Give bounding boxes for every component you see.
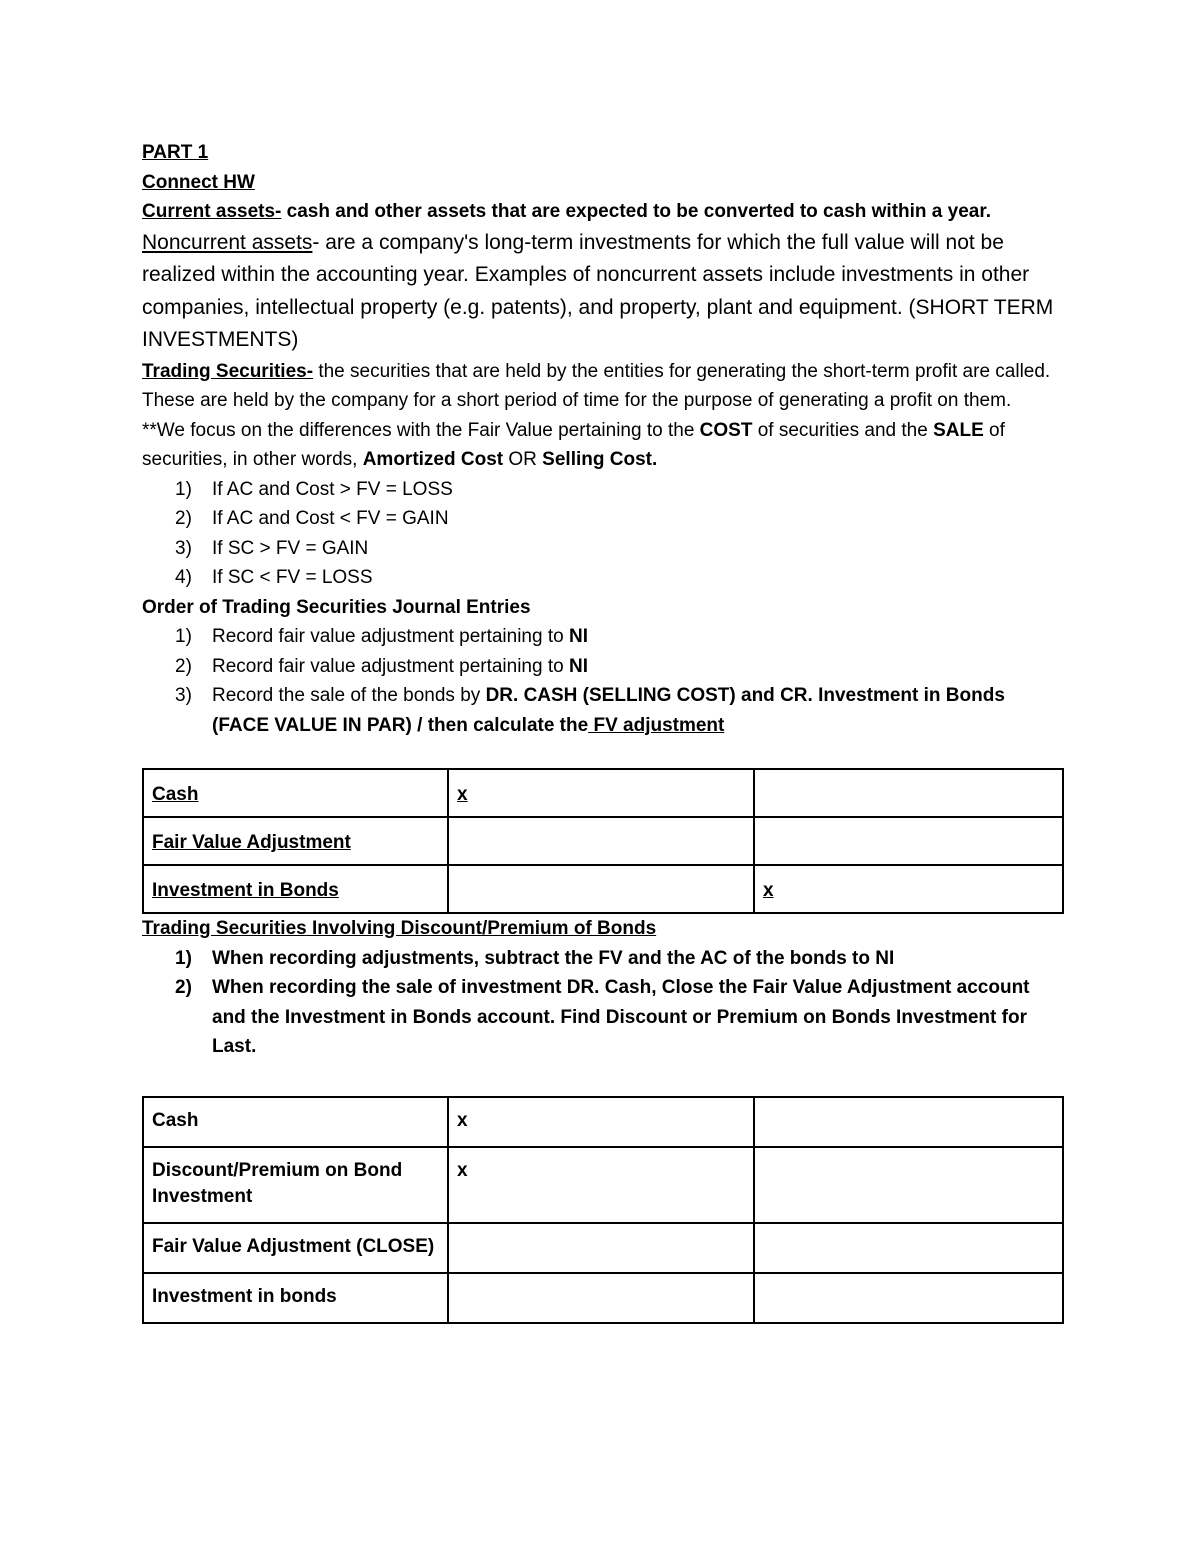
table-row [143,817,1063,865]
list-item [142,681,1062,740]
account-cell: Cash [143,1097,448,1147]
list-number: 2) [175,508,192,529]
list-number: 3) [175,685,192,706]
list-item [142,622,1062,652]
list-text: Record the sale of the bonds by [212,685,486,706]
list-bold-text: DR. CASH (SELLING COST) and CR. Investment in Bonds (FACE VALUE IN PAR) / then calculate the [212,685,1005,736]
list-number: 2) [175,655,192,677]
list-text: If SC > FV = GAIN [212,537,369,559]
document-page [142,138,1062,1324]
list-item [142,944,1062,974]
current-assets-text: cash and other assets that are expected to be converted to cash within a year. [281,201,991,222]
focus-note-text-1: **We focus on the differences with the Fair Value pertaining to the [142,419,700,441]
account-cell: Investment in Bonds [143,865,448,913]
account-cell: Cash [143,769,448,817]
account-cell: Fair Value Adjustment (CLOSE) [143,1223,448,1273]
debit-cell [448,1223,754,1273]
list-number: 4) [175,567,192,588]
credit-cell [754,817,1063,865]
list-text: When recording adjustments, subtract the FV and the AC of the bonds to NI [212,947,895,969]
list-number: 2) [175,977,192,998]
order-heading: Order of Trading Securities Journal Entries [142,596,531,618]
focus-note-selling-cost: Selling Cost. [542,449,658,470]
list-bold-text: NI [568,626,588,647]
focus-note-text-3: of securities, in other words, [142,419,1005,470]
account-cell: Investment in bonds [143,1273,448,1323]
current-assets-term: Current assets- [142,201,282,222]
list-item [142,563,1062,593]
gain-loss-rules-list [142,475,1062,593]
list-text: If SC < FV = LOSS [212,567,373,588]
noncurrent-assets-text: - are a company's long-term investments for which the full value will not be realized within the accounting year. Examples of noncurrent assets include investments in other companies, intellectual property (e.g. patents), and property, plant and equipment. (SHORT TERM INVESTMENTS) [142,230,1054,351]
focus-note-amortized-cost: Amortized Cost [362,449,504,470]
list-number: 1) [175,947,192,969]
list-item [142,534,1062,564]
credit-cell [754,1147,1063,1223]
focus-note-text-4: OR [503,449,543,470]
focus-note-sale: SALE [933,419,984,441]
discount-steps-list [142,944,1062,1062]
trading-securities-definition [142,357,1062,416]
credit-cell: x [754,865,1063,913]
list-item [142,652,1062,682]
discount-premium-heading: Trading Securities Involving Discount/Premium of Bonds [142,918,657,939]
trading-securities-term: Trading Securities- [142,360,314,382]
list-number: 1) [175,478,192,500]
list-bold-text: NI [568,655,588,677]
list-item [142,973,1062,1062]
list-text: Record fair value adjustment pertaining to [212,655,569,677]
journal-entry-table-1 [142,768,1064,914]
debit-cell: x [448,769,754,817]
debit-cell [448,1273,754,1323]
focus-note-text-2: of securities and the [752,419,934,441]
debit-cell: x [448,1147,754,1223]
noncurrent-assets-term: Noncurrent assets [142,230,313,254]
table-row [143,1097,1063,1147]
account-cell: Discount/Premium on Bond Investment [143,1147,448,1223]
table-row [143,865,1063,913]
table-row [143,1223,1063,1273]
order-steps-list [142,622,1062,740]
noncurrent-assets-definition [142,227,1062,357]
account-cell: Fair Value Adjustment [143,817,448,865]
list-number: 1) [175,626,192,647]
trading-securities-text: the securities that are held by the entities for generating the short-term profit are called. These are held by the company for a short period of time for the purpose of generating a profit on them. [142,360,1051,411]
credit-cell [754,1273,1063,1323]
debit-cell [448,817,754,865]
connect-hw-subheading: Connect HW [142,171,255,193]
journal-entry-table-2 [142,1096,1064,1324]
list-number: 3) [175,537,192,559]
list-underlined-text: FV adjustment [588,714,725,736]
part-heading: PART 1 [142,142,209,163]
table-row [143,1147,1063,1223]
credit-cell [754,769,1063,817]
debit-cell [448,865,754,913]
focus-note-cost: COST [699,419,753,441]
table-row [143,769,1063,817]
list-item [142,504,1062,534]
list-text: Record fair value adjustment pertaining to [212,626,569,647]
list-text: If AC and Cost > FV = LOSS [212,478,453,500]
list-text: If AC and Cost < FV = GAIN [212,508,449,529]
current-assets-definition [142,197,1062,227]
table-row [143,1273,1063,1323]
focus-note [142,416,1062,475]
credit-cell [754,1097,1063,1147]
list-text: When recording the sale of investment DR. Cash, Close the Fair Value Adjustment account and the Investment in Bonds account. Find Discount or Premium on Bonds Investment for Last. [212,977,1030,1057]
debit-cell: x [448,1097,754,1147]
list-item [142,475,1062,505]
credit-cell [754,1223,1063,1273]
